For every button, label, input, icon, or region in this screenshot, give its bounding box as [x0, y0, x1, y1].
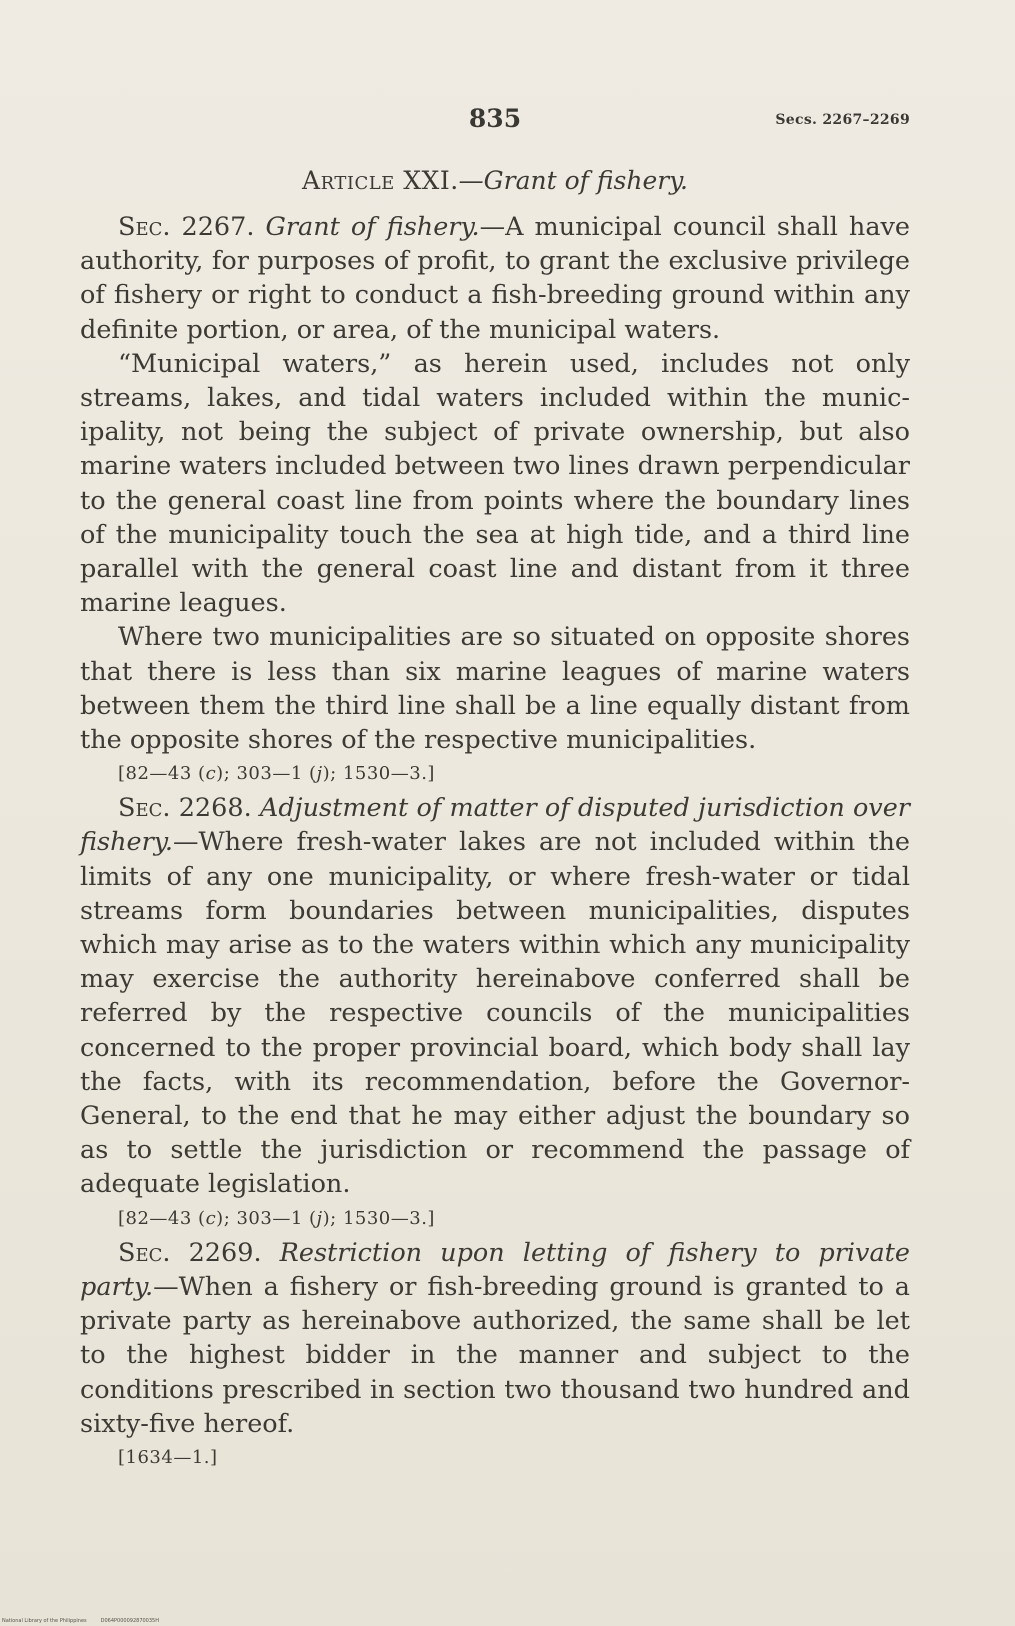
- scan-footer: [2, 1618, 173, 1624]
- running-head: Secs. 2267–2269: [775, 112, 910, 128]
- article-heading: [80, 166, 910, 195]
- paragraph-text: —A municipal council shall have authority, for purposes of profit, to grant the exclusive privilege of fishery or right to conduct a fish-breeding ground within any definite portion, or area, of the municipal waters.: [80, 212, 911, 345]
- page-number: 835: [468, 104, 522, 133]
- citation-text: [1634—1.]: [118, 1446, 218, 1468]
- section-2267-paragraph-2: “Municipal waters,” as herein used, includes not only streams, lakes, and tidal waters included within the municipality, not being the subject of private ownership, but also marine waters included between two lines drawn perpendicular to the general coast line from points where the boundary lines of the municipality touch the sea at high tide, and a third line parallel with the general coast line and distant from it three marine leagues.: [80, 348, 910, 619]
- section-2267-paragraph-1: [80, 210, 910, 347]
- paragraph-text: —When a fishery or fish-breeding ground is granted to a private party as hereinabove authorized, the same shall be let to the highest bidder in the manner and subject to the conditions prescribed in section two thousand two hundred and sixty-five hereof.: [80, 1271, 910, 1439]
- section-title: Adjustment of matter of disputed jurisdiction over fishery.: [80, 793, 910, 858]
- body-text: [80, 210, 910, 1475]
- scan-id: D064P000092870035H: [100, 1618, 159, 1624]
- citation-text: j: [316, 763, 323, 785]
- citation-text: j: [316, 1207, 323, 1229]
- section-2269-citation: [80, 1441, 910, 1475]
- section-2267-citation: [80, 757, 910, 791]
- section-2268-citation: [80, 1202, 910, 1236]
- article-label: Article XXI.: [302, 166, 459, 195]
- section-title: Restriction upon letting of fishery to private party.: [80, 1237, 910, 1302]
- citation-text: ); 303—1 (: [216, 1207, 317, 1229]
- citation-text: ); 1530—3.]: [322, 1207, 435, 1229]
- section-label: Sec. 2268.: [118, 793, 252, 824]
- article-title: —Grant of fishery.: [458, 166, 688, 195]
- section-label: Sec. 2269.: [118, 1237, 262, 1268]
- section-2269-paragraph-1: [80, 1236, 910, 1441]
- citation-text: ); 1530—3.]: [322, 763, 435, 785]
- citation-text: [82—43 (: [118, 763, 206, 785]
- citation-text: [82—43 (: [118, 1207, 206, 1229]
- section-2267-paragraph-3: Where two municipalities are so situated on opposite shores that there is less than six marine leagues of marine waters between them the third line shall be a line equally distant from the opposite shores of the respective municipalities.: [80, 622, 910, 756]
- section-title: Grant of fishery.: [265, 212, 480, 242]
- section-2268-paragraph-1: [80, 791, 910, 1201]
- paragraph-text: —Where fresh-water lakes are not included within the limits of any one municipality, or where fresh-water or tidal streams form boundaries between municipalities, disputes which may arise as to the waters within which any municipality may exercise the authority hereinabove conferred shall be referred by the respective councils of the municipalities concerned to the proper provincial board, which body shall lay the facts, with its recommendation, before the Governor-General, to the end that he may either adjust the boundary so as to settle the jurisdiction or recommend the passage of adequate legislation.: [80, 827, 910, 1200]
- citation-text: c: [205, 1207, 217, 1229]
- section-label: Sec. 2267.: [118, 212, 255, 242]
- citation-text: c: [205, 763, 217, 785]
- citation-text: ); 303—1 (: [216, 763, 317, 785]
- library-credit: National Library of the Philippines: [2, 1618, 87, 1624]
- page-header: [80, 104, 910, 144]
